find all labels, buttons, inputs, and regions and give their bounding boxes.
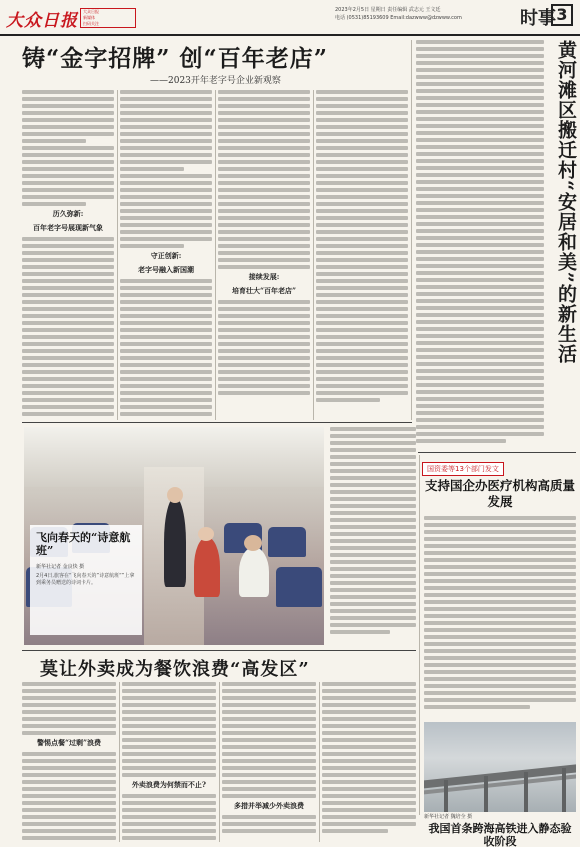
section-rule: [418, 452, 576, 453]
header-info: [335, 6, 462, 22]
side-headline: 支持国企办医疗机构高质量发展: [424, 478, 575, 509]
bridge-headline: 我国首条跨海高铁进入静态验收阶段: [428, 822, 572, 847]
lead-subtitle: 培育壮大“百年老店”: [231, 286, 297, 295]
masthead: [0, 0, 580, 34]
lead-subtitle: 守正创新:: [150, 251, 182, 260]
bridge-credit: 新华社记者 魏培全 摄: [424, 814, 473, 820]
lead-column-1: [22, 90, 114, 420]
lead-subhead: ——2023开年老字号企业新观察: [150, 76, 281, 86]
lead-column-2: [120, 90, 212, 420]
top-rule: [0, 34, 580, 36]
qr-tag-line: 扫码关注: [83, 21, 99, 26]
section-rule: [22, 422, 412, 423]
lead-column-3: [218, 90, 310, 420]
photo-caption: [30, 525, 142, 635]
qr-tag-line: 新媒体: [83, 15, 95, 20]
lead-subtitle: 老字号融入新国潮: [138, 265, 194, 274]
photo-credit: 新华社记者 金良快 摄: [36, 564, 85, 570]
header-info-line: 电话 (0531)85193609 Email:dazwww@dzwww.com: [335, 15, 462, 21]
page-number: 3: [551, 4, 573, 26]
second-subtitle: 外卖浪费为何禁而不止?: [131, 780, 207, 789]
lead-subtitle: 百年老字号展现新气象: [33, 223, 103, 232]
column-divider: [117, 90, 118, 420]
qr-tag: [80, 8, 136, 28]
second-column-3: [222, 682, 316, 842]
second-column-1: [22, 682, 116, 842]
lead-column-4: [316, 90, 408, 420]
photo-title: 飞向春天的“诗意航班”: [36, 531, 131, 557]
right-story-text: [416, 40, 544, 450]
column-divider: [411, 40, 412, 420]
right-story-headline: 黄河滩区搬迁村“安居和美”的新生活: [555, 40, 577, 364]
mid-right-text: [330, 427, 416, 645]
column-divider: [119, 682, 120, 842]
side-kicker: 国资委等13个部门发文: [422, 462, 504, 476]
photo-body: 2月4日,旅客在“飞向春天的”诗意航班“”上拿到乘务员赠送的诗词卡片。: [36, 573, 135, 586]
header-info-line: 2023年2月5日 星期日 责任编辑 武志元 王文廷: [335, 7, 441, 13]
column-divider: [219, 682, 220, 842]
second-headline: 莫让外卖成为餐饮浪费“高发区”: [40, 659, 310, 680]
column-divider: [313, 90, 314, 420]
column-divider: [319, 682, 320, 842]
qr-tag-line: 大众日报: [83, 9, 99, 14]
column-divider: [215, 90, 216, 420]
section-rule: [22, 650, 416, 651]
lead-subtitle: 历久弥新:: [52, 209, 84, 218]
second-subtitle: 警惕点餐“过剩”浪费: [36, 738, 102, 747]
lead-subtitle: 接续发展:: [248, 272, 280, 281]
bridge-photo: [424, 722, 576, 812]
lead-headline: 铸“金字招牌” 创“百年老店”: [22, 45, 328, 72]
second-subtitle: 多措并举减少外卖浪费: [234, 801, 304, 810]
side-story-text: [424, 516, 576, 716]
second-column-2: [122, 682, 216, 842]
section-name: 时事: [520, 8, 556, 29]
column-divider: [419, 455, 420, 815]
newspaper-logo: 大众日报: [6, 11, 78, 31]
second-column-4: [322, 682, 416, 842]
